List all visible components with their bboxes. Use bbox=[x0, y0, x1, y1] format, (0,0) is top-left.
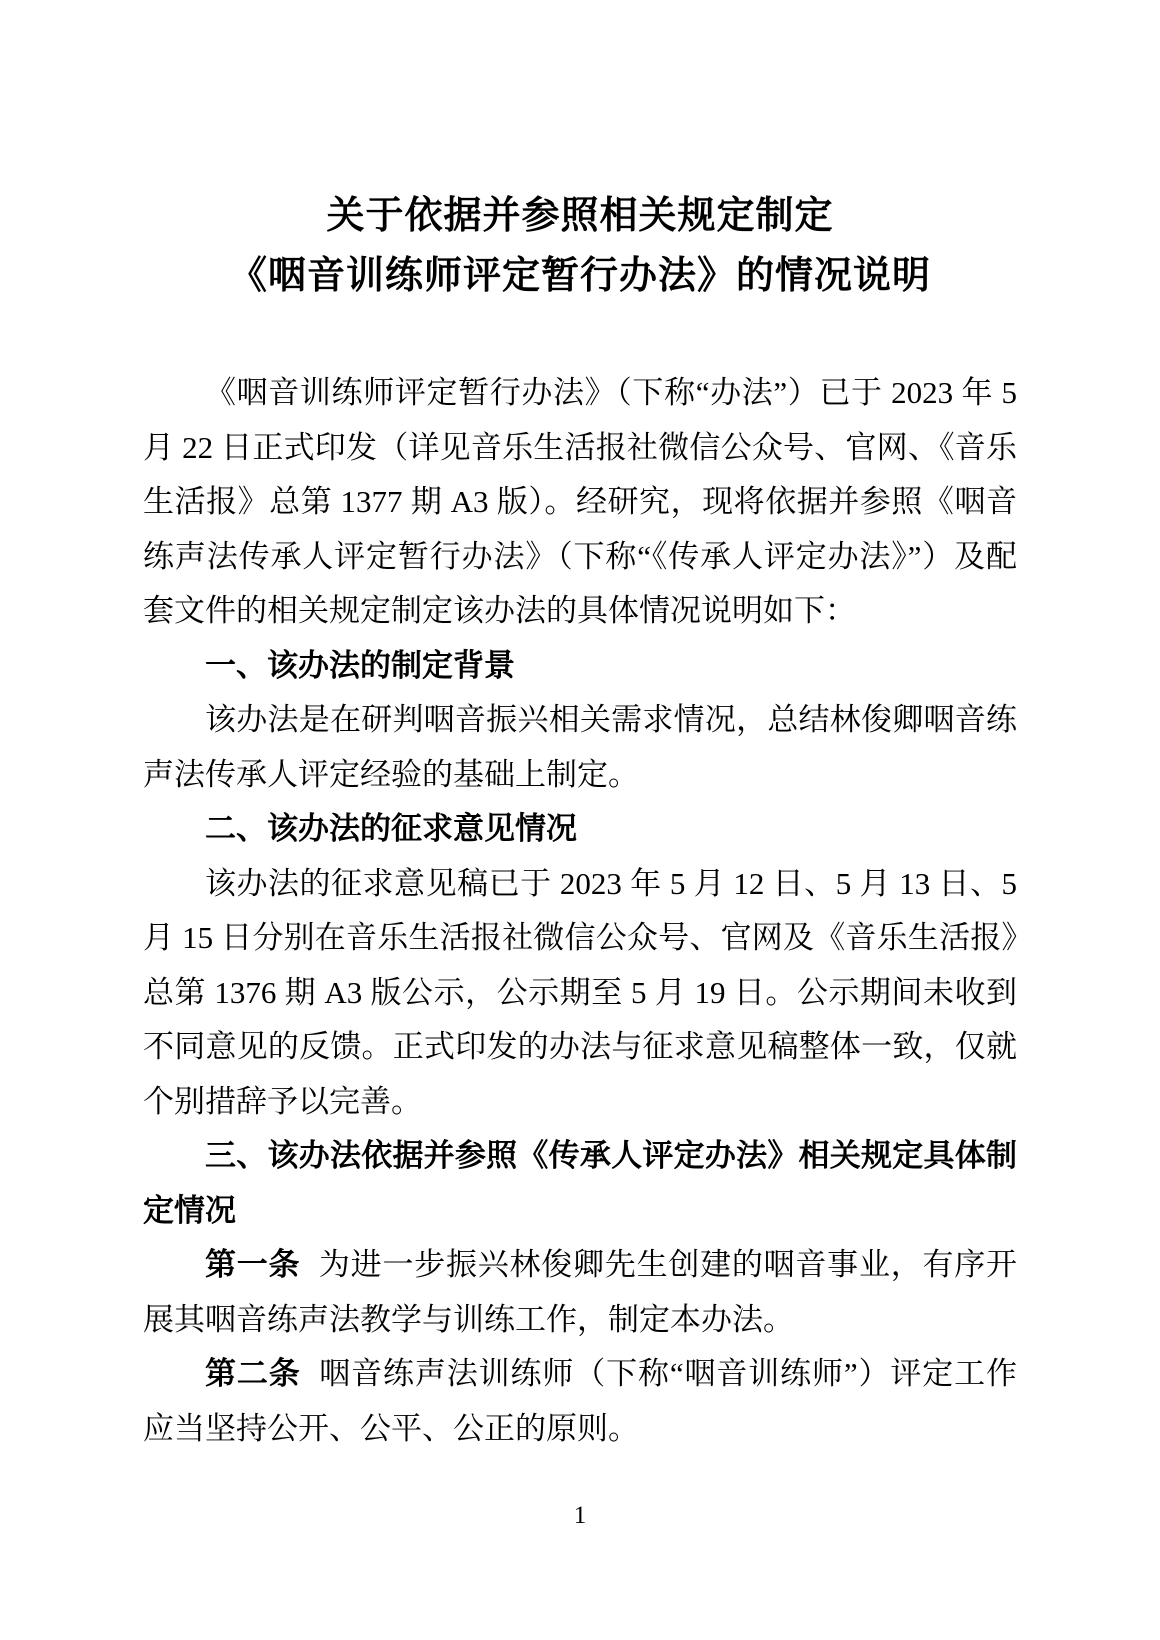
section-1-heading: 一、该办法的制定背景 bbox=[205, 647, 515, 683]
document-title-line2: 《咽音训练师评定暂行办法》的情况说明 bbox=[228, 255, 931, 297]
section-2-heading: 二、该办法的征求意见情况 bbox=[205, 811, 577, 846]
section-2-paragraph: 该办法的征求意见稿已于 2023 年 5 月 12 日、5 月 13 日、5 月 15 日分别在音乐生活报社微信公众号、官网及《音乐生活报》总第 1376 期 A3 版公示，公示期至 5 月 19 日。公示期间未收到不同意见的反馈。正式印发的办法与征求意见稿整体一致，仅就个别措辞予以完善。 bbox=[143, 865, 1017, 1119]
article-2-number: 第二条 bbox=[205, 1356, 301, 1391]
page-number: 1 bbox=[573, 1502, 587, 1529]
section-3-heading: 三、该办法依据并参照《传承人评定办法》相关规定具体制定情况 bbox=[143, 1138, 1017, 1228]
article-1-paragraph bbox=[143, 1238, 1017, 1347]
document-title-line1: 关于依据并参照相关规定制定 bbox=[326, 195, 834, 237]
section-1-paragraph: 该办法是在研判咽音振兴相关需求情况，总结林俊卿咽音练声法传承人评定经验的基础上制定。 bbox=[143, 702, 1017, 792]
intro-paragraph: 《咽音训练师评定暂行办法》（下称“办法”）已于 2023 年 5 月 22 日正式印发（详见音乐生活报社微信公众号、官网、《音乐生活报》总第 1377 期 A3 版）。经研究，现将依据并参照《咽音练声法传承人评定暂行办法》（下称“《传承人评定办法》”）及配套文件的相关规定制定该办法的具体情况说明如下： bbox=[143, 375, 1017, 628]
document-body bbox=[143, 366, 1017, 1456]
article-2-text: 咽音练声法训练师（下称“咽音训练师”）评定工作应当坚持公开、公平、公正的原则。 bbox=[143, 1356, 1017, 1446]
article-2-paragraph bbox=[143, 1347, 1017, 1456]
document-title bbox=[0, 0, 1160, 306]
article-1-number: 第一条 bbox=[205, 1247, 301, 1282]
article-1-text: 为进一步振兴林俊卿先生创建的咽音事业，有序开展其咽音练声法教学与训练工作，制定本办法。 bbox=[143, 1247, 1018, 1337]
page-footer bbox=[0, 1503, 1160, 1528]
